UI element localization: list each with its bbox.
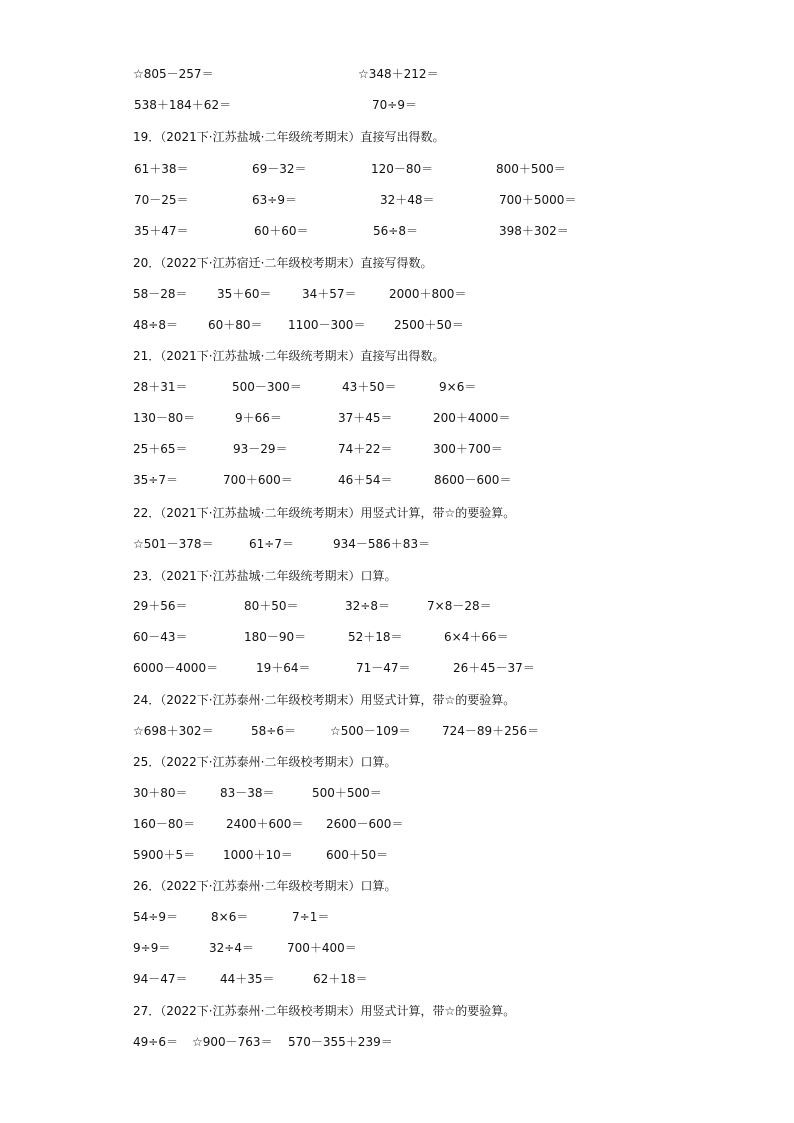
expression-row xyxy=(0,597,794,615)
expression-row xyxy=(0,409,794,427)
arithmetic-expression: 2500＋50＝ xyxy=(394,318,464,332)
arithmetic-expression: 35＋47＝ xyxy=(134,224,189,238)
arithmetic-expression: 7×8－28＝ xyxy=(427,599,492,613)
arithmetic-expression: 34＋57＝ xyxy=(302,287,357,301)
arithmetic-expression: 43＋50＝ xyxy=(342,380,397,394)
expression-row xyxy=(0,784,794,802)
arithmetic-expression: 7÷1＝ xyxy=(292,910,330,924)
question-heading: 26．（2022下·江苏泰州·二年级校考期末）口算。 xyxy=(133,879,397,893)
expression-row xyxy=(0,222,794,240)
expression-row xyxy=(0,1033,794,1051)
arithmetic-expression: 62＋18＝ xyxy=(313,972,368,986)
expression-row xyxy=(0,440,794,458)
arithmetic-expression: ☆805－257＝ xyxy=(133,67,214,81)
arithmetic-expression: 30＋80＝ xyxy=(133,786,188,800)
expression-row xyxy=(0,535,794,553)
arithmetic-expression: 60＋60＝ xyxy=(254,224,309,238)
arithmetic-expression: ☆500－109＝ xyxy=(330,724,411,738)
arithmetic-expression: 700＋600＝ xyxy=(223,473,293,487)
arithmetic-expression: 934－586＋83＝ xyxy=(333,537,431,551)
arithmetic-expression: ☆501－378＝ xyxy=(133,537,214,551)
arithmetic-expression: 8600－600＝ xyxy=(434,473,512,487)
arithmetic-expression: 70－25＝ xyxy=(134,193,189,207)
expression-row xyxy=(0,846,794,864)
expression-row xyxy=(0,815,794,833)
arithmetic-expression: 120－80＝ xyxy=(371,162,434,176)
expression-row xyxy=(0,316,794,334)
question-heading: 22．（2021下·江苏盐城·二年级统考期末）用竖式计算，带☆的要验算。 xyxy=(133,506,516,520)
arithmetic-expression: 25＋65＝ xyxy=(133,442,188,456)
arithmetic-expression: 2000＋800＝ xyxy=(389,287,467,301)
arithmetic-expression: 74＋22＝ xyxy=(338,442,393,456)
question-heading: 19．（2021下·江苏盐城·二年级统考期末）直接写出得数。 xyxy=(133,130,445,144)
arithmetic-expression: 83－38＝ xyxy=(220,786,275,800)
question-heading: 25．（2022下·江苏泰州·二年级校考期末）口算。 xyxy=(133,755,397,769)
arithmetic-expression: 58－28＝ xyxy=(133,287,188,301)
arithmetic-expression: 61＋38＝ xyxy=(134,162,189,176)
arithmetic-expression: ☆698＋302＝ xyxy=(133,724,214,738)
expression-row xyxy=(0,471,794,489)
arithmetic-expression: 54÷9＝ xyxy=(133,910,178,924)
arithmetic-expression: 5900＋5＝ xyxy=(133,848,196,862)
arithmetic-expression: 2600－600＝ xyxy=(326,817,404,831)
arithmetic-expression: 94－47＝ xyxy=(133,972,188,986)
arithmetic-expression: 60＋80＝ xyxy=(208,318,263,332)
arithmetic-expression: 300＋700＝ xyxy=(433,442,503,456)
arithmetic-expression: 600＋50＝ xyxy=(326,848,389,862)
arithmetic-expression: 6×4＋66＝ xyxy=(444,630,509,644)
question-heading: 24．（2022下·江苏泰州·二年级校考期末）用竖式计算，带☆的要验算。 xyxy=(133,693,516,707)
question-heading: 21．（2021下·江苏盐城·二年级统考期末）直接写出得数。 xyxy=(133,349,445,363)
arithmetic-expression: 9×6＝ xyxy=(439,380,477,394)
expression-row xyxy=(0,378,794,396)
arithmetic-expression: 37＋45＝ xyxy=(338,411,393,425)
arithmetic-expression: 26＋45－37＝ xyxy=(453,661,535,675)
arithmetic-expression: 28＋31＝ xyxy=(133,380,188,394)
arithmetic-expression: 32÷4＝ xyxy=(209,941,254,955)
arithmetic-expression: 700＋5000＝ xyxy=(499,193,577,207)
arithmetic-expression: 49÷6＝ xyxy=(133,1035,178,1049)
arithmetic-expression: 93－29＝ xyxy=(233,442,288,456)
arithmetic-expression: 63÷9＝ xyxy=(252,193,297,207)
question-heading: 27．（2022下·江苏泰州·二年级校考期末）用竖式计算，带☆的要验算。 xyxy=(133,1004,516,1018)
expression-row xyxy=(0,908,794,926)
arithmetic-expression: ☆900－763＝ xyxy=(192,1035,273,1049)
question-heading: 20．（2022下·江苏宿迁·二年级校考期末）直接写得数。 xyxy=(133,256,433,270)
expression-row xyxy=(0,659,794,677)
expression-row xyxy=(0,160,794,178)
expression-row xyxy=(0,285,794,303)
arithmetic-expression: 180－90＝ xyxy=(244,630,307,644)
arithmetic-expression: 724－89＋256＝ xyxy=(442,724,540,738)
arithmetic-expression: 130－80＝ xyxy=(133,411,196,425)
arithmetic-expression: 570－355＋239＝ xyxy=(288,1035,393,1049)
arithmetic-expression: 35÷7＝ xyxy=(133,473,178,487)
expression-row xyxy=(0,65,794,83)
arithmetic-expression: 9÷9＝ xyxy=(133,941,171,955)
arithmetic-expression: 61÷7＝ xyxy=(249,537,294,551)
expression-row xyxy=(0,191,794,209)
arithmetic-expression: 80＋50＝ xyxy=(244,599,299,613)
arithmetic-expression: 6000－4000＝ xyxy=(133,661,219,675)
arithmetic-expression: 60－43＝ xyxy=(133,630,188,644)
arithmetic-expression: 398＋302＝ xyxy=(499,224,569,238)
arithmetic-expression: 2400＋600＝ xyxy=(226,817,304,831)
arithmetic-expression: 71－47＝ xyxy=(356,661,411,675)
arithmetic-expression: 32÷8＝ xyxy=(345,599,390,613)
arithmetic-expression: ☆348＋212＝ xyxy=(358,67,439,81)
arithmetic-expression: 700＋400＝ xyxy=(287,941,357,955)
arithmetic-expression: 70÷9＝ xyxy=(372,98,417,112)
arithmetic-expression: 800＋500＝ xyxy=(496,162,566,176)
arithmetic-expression: 46＋54＝ xyxy=(338,473,393,487)
arithmetic-expression: 19＋64＝ xyxy=(256,661,311,675)
arithmetic-expression: 538＋184＋62＝ xyxy=(134,98,232,112)
arithmetic-expression: 1000＋10＝ xyxy=(223,848,293,862)
arithmetic-expression: 29＋56＝ xyxy=(133,599,188,613)
expression-row xyxy=(0,628,794,646)
arithmetic-expression: 9＋66＝ xyxy=(235,411,282,425)
arithmetic-expression: 48÷8＝ xyxy=(133,318,178,332)
arithmetic-expression: 69－32＝ xyxy=(252,162,307,176)
question-heading: 23．（2021下·江苏盐城·二年级统考期末）口算。 xyxy=(133,569,397,583)
arithmetic-expression: 500－300＝ xyxy=(232,380,302,394)
arithmetic-expression: 160－80＝ xyxy=(133,817,196,831)
expression-row xyxy=(0,970,794,988)
arithmetic-expression: 200＋4000＝ xyxy=(433,411,511,425)
expression-row xyxy=(0,722,794,740)
arithmetic-expression: 56÷8＝ xyxy=(373,224,418,238)
expression-row xyxy=(0,96,794,114)
arithmetic-expression: 35＋60＝ xyxy=(217,287,272,301)
expression-row xyxy=(0,939,794,957)
arithmetic-expression: 500＋500＝ xyxy=(312,786,382,800)
arithmetic-expression: 44＋35＝ xyxy=(220,972,275,986)
arithmetic-expression: 32＋48＝ xyxy=(380,193,435,207)
arithmetic-expression: 58÷6＝ xyxy=(251,724,296,738)
arithmetic-expression: 52＋18＝ xyxy=(348,630,403,644)
arithmetic-expression: 1100－300＝ xyxy=(288,318,366,332)
arithmetic-expression: 8×6＝ xyxy=(211,910,249,924)
